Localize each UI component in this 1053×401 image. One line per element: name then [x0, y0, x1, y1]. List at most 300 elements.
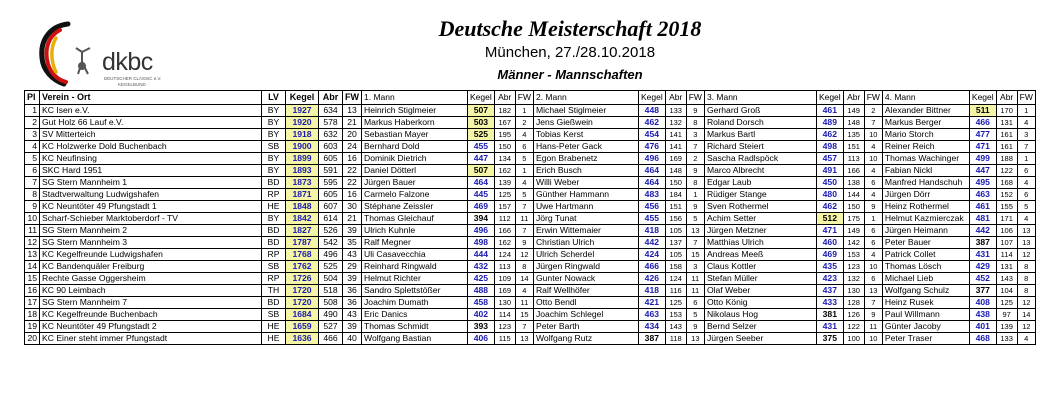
table-row [25, 201, 1036, 213]
player-clearing-cell: 125 [996, 297, 1017, 309]
player-faults-cell: 7 [1017, 141, 1035, 153]
placement-cell: 8 [25, 189, 40, 201]
club-cell: Gut Holz 66 Lauf e.V. [40, 117, 262, 129]
table-row [25, 285, 1036, 297]
team-clearing-cell: 578 [319, 117, 343, 129]
club-cell: SG Stern Mannheim 2 [40, 225, 262, 237]
player-faults-cell: 4 [1017, 333, 1035, 345]
player-faults-cell: 6 [864, 237, 882, 249]
region-cell: BD [262, 237, 286, 249]
placement-cell: 17 [25, 297, 40, 309]
player-faults-cell: 11 [686, 285, 704, 297]
player-score-cell: 435 [816, 261, 843, 273]
player-name-cell: Achim Setter [704, 213, 816, 225]
player-faults-cell: 11 [515, 213, 533, 225]
team-clearing-cell: 490 [319, 309, 343, 321]
team-total-cell: 1871 [286, 189, 319, 201]
team-total-cell: 1762 [286, 261, 319, 273]
player-score-cell: 491 [816, 165, 843, 177]
player-faults-cell: 6 [864, 273, 882, 285]
player-name-cell: Wolfgang Bastian [362, 333, 468, 345]
player-faults-cell: 12 [1017, 321, 1035, 333]
player-name-cell: Joachim Schlegel [533, 309, 638, 321]
player-faults-cell: 6 [864, 177, 882, 189]
player-faults-cell: 7 [686, 237, 704, 249]
player-faults-cell: 8 [1017, 285, 1035, 297]
player-faults-cell: 2 [686, 153, 704, 165]
player-score-cell: 418 [638, 285, 665, 297]
player-faults-cell: 8 [1017, 273, 1035, 285]
team-faults-cell: 36 [343, 285, 362, 297]
player-clearing-cell: 113 [494, 261, 515, 273]
region-cell: BY [262, 165, 286, 177]
player-name-cell: Ralf Wellhöfer [533, 285, 638, 297]
player-name-cell: Andreas Meeß [704, 249, 816, 261]
player-name-cell: Heinz Rothermel [882, 201, 969, 213]
club-cell: KC Bandenquäler Freiburg [40, 261, 262, 273]
player-faults-cell: 11 [515, 297, 533, 309]
col-abr: Abr [494, 91, 515, 105]
placement-cell: 5 [25, 153, 40, 165]
player-faults-cell: 4 [1017, 177, 1035, 189]
player-name-cell: Fabian Nickl [882, 165, 969, 177]
col-lv: LV [262, 91, 286, 105]
player-score-cell: 507 [468, 165, 495, 177]
player-faults-cell: 4 [864, 141, 882, 153]
player-faults-cell: 5 [515, 153, 533, 165]
player-score-cell: 462 [816, 201, 843, 213]
player-clearing-cell: 118 [665, 333, 686, 345]
player-faults-cell: 12 [515, 249, 533, 261]
player-score-cell: 461 [816, 105, 843, 117]
player-name-cell: Ulrich Scherdel [533, 249, 638, 261]
player-faults-cell: 10 [864, 153, 882, 165]
player-name-cell: Helmut Richter [362, 273, 468, 285]
team-clearing-cell: 605 [319, 189, 343, 201]
player-clearing-cell: 161 [996, 129, 1017, 141]
player-score-cell: 377 [969, 285, 996, 297]
placement-cell: 7 [25, 177, 40, 189]
placement-cell: 6 [25, 165, 40, 177]
player-clearing-cell: 114 [494, 309, 515, 321]
player-score-cell: 455 [638, 213, 665, 225]
player-name-cell: Claus Kottler [704, 261, 816, 273]
player-score-cell: 481 [969, 213, 996, 225]
player-score-cell: 462 [816, 129, 843, 141]
player-score-cell: 464 [468, 177, 495, 189]
player-faults-cell: 9 [686, 165, 704, 177]
player-clearing-cell: 139 [996, 321, 1017, 333]
team-total-cell: 1726 [286, 273, 319, 285]
player-name-cell: Reiner Reich [882, 141, 969, 153]
player-faults-cell: 6 [1017, 165, 1035, 177]
table-row [25, 309, 1036, 321]
team-faults-cell: 30 [343, 201, 362, 213]
player-score-cell: 480 [816, 189, 843, 201]
player-name-cell: Paul Willmann [882, 309, 969, 321]
player-clearing-cell: 152 [996, 189, 1017, 201]
player-score-cell: 454 [638, 129, 665, 141]
player-score-cell: 455 [468, 141, 495, 153]
logo-swoosh-icon [30, 18, 110, 90]
player-score-cell: 483 [638, 189, 665, 201]
player-faults-cell: 13 [515, 333, 533, 345]
team-clearing-cell: 526 [319, 225, 343, 237]
player-name-cell: Alexander Bittner [882, 105, 969, 117]
region-cell: HE [262, 333, 286, 345]
team-total-cell: 1768 [286, 249, 319, 261]
placement-cell: 2 [25, 117, 40, 129]
player-clearing-cell: 156 [665, 213, 686, 225]
player-clearing-cell: 115 [494, 333, 515, 345]
player-score-cell: 458 [468, 297, 495, 309]
player-name-cell: Olaf Weber [704, 285, 816, 297]
placement-cell: 19 [25, 321, 40, 333]
player-name-cell: Joachim Dumath [362, 297, 468, 309]
team-total-cell: 1927 [286, 105, 319, 117]
team-total-cell: 1720 [286, 285, 319, 297]
region-cell: SB [262, 141, 286, 153]
placement-cell: 12 [25, 237, 40, 249]
club-cell: KC Kegelfreunde Buchenbach [40, 309, 262, 321]
player-clearing-cell: 134 [494, 153, 515, 165]
player-clearing-cell: 135 [843, 129, 864, 141]
player-faults-cell: 7 [515, 225, 533, 237]
player-clearing-cell: 139 [494, 177, 515, 189]
player-clearing-cell: 97 [996, 309, 1017, 321]
player-faults-cell: 8 [515, 261, 533, 273]
team-total-cell: 1899 [286, 153, 319, 165]
team-total-cell: 1787 [286, 237, 319, 249]
club-cell: Stadtverwaltung Ludwigshafen [40, 189, 262, 201]
player-name-cell: Jörg Tunat [533, 213, 638, 225]
player-name-cell: Nikolaus Hog [704, 309, 816, 321]
team-total-cell: 1900 [286, 141, 319, 153]
player-score-cell: 503 [468, 117, 495, 129]
placement-cell: 15 [25, 273, 40, 285]
player-score-cell: 466 [969, 117, 996, 129]
col-mann-3: 3. Mann [704, 91, 816, 105]
player-clearing-cell: 116 [665, 285, 686, 297]
team-clearing-cell: 504 [319, 273, 343, 285]
player-score-cell: 442 [969, 225, 996, 237]
player-faults-cell: 13 [1017, 225, 1035, 237]
player-clearing-cell: 133 [665, 105, 686, 117]
team-faults-cell: 29 [343, 261, 362, 273]
club-cell: KC 90 Leimbach [40, 285, 262, 297]
player-score-cell: 499 [969, 153, 996, 165]
col-kegel: Kegel [969, 91, 996, 105]
player-clearing-cell: 149 [843, 225, 864, 237]
placement-cell: 16 [25, 285, 40, 297]
player-clearing-cell: 150 [665, 177, 686, 189]
placement-cell: 1 [25, 105, 40, 117]
player-name-cell: Markus Haberkorn [362, 117, 468, 129]
col-abr: Abr [843, 91, 864, 105]
club-cell: SV Mitterteich [40, 129, 262, 141]
team-total-cell: 1827 [286, 225, 319, 237]
player-name-cell: Stéphane Zeissler [362, 201, 468, 213]
player-name-cell: Heinz Rusek [882, 297, 969, 309]
player-clearing-cell: 130 [494, 297, 515, 309]
team-faults-cell: 24 [343, 141, 362, 153]
player-score-cell: 408 [969, 297, 996, 309]
player-name-cell: Gunter Nowack [533, 273, 638, 285]
player-clearing-cell: 171 [996, 213, 1017, 225]
player-clearing-cell: 153 [843, 249, 864, 261]
player-clearing-cell: 100 [843, 333, 864, 345]
player-clearing-cell: 123 [843, 261, 864, 273]
table-row [25, 225, 1036, 237]
player-clearing-cell: 128 [843, 297, 864, 309]
player-clearing-cell: 144 [843, 189, 864, 201]
player-clearing-cell: 161 [996, 141, 1017, 153]
player-clearing-cell: 114 [996, 249, 1017, 261]
team-clearing-cell: 542 [319, 237, 343, 249]
logo-subtext: KEGELBUND [118, 82, 146, 87]
player-clearing-cell: 126 [843, 309, 864, 321]
player-name-cell: Sven Rothermel [704, 201, 816, 213]
player-score-cell: 496 [638, 153, 665, 165]
player-faults-cell: 11 [686, 273, 704, 285]
dkbc-logo [30, 18, 170, 90]
player-name-cell: Helmut Kazmierczak [882, 213, 969, 225]
player-score-cell: 463 [969, 189, 996, 201]
player-score-cell: 447 [468, 153, 495, 165]
player-score-cell: 511 [969, 105, 996, 117]
player-faults-cell: 10 [864, 333, 882, 345]
player-clearing-cell: 132 [665, 117, 686, 129]
table-row [25, 237, 1036, 249]
table-row [25, 141, 1036, 153]
player-clearing-cell: 131 [996, 261, 1017, 273]
player-name-cell: Wolfgang Schulz [882, 285, 969, 297]
player-name-cell: Carmelo Falzone [362, 189, 468, 201]
player-score-cell: 431 [969, 249, 996, 261]
col-abr: Abr [665, 91, 686, 105]
player-score-cell: 442 [638, 237, 665, 249]
player-name-cell: Jürgen Heimann [882, 225, 969, 237]
player-name-cell: Jürgen Seeber [704, 333, 816, 345]
player-faults-cell: 15 [686, 249, 704, 261]
placement-cell: 14 [25, 261, 40, 273]
player-name-cell: Edgar Laub [704, 177, 816, 189]
col-fw: FW [343, 91, 362, 105]
player-faults-cell: 10 [864, 261, 882, 273]
team-clearing-cell: 496 [319, 249, 343, 261]
region-cell: RP [262, 249, 286, 261]
player-faults-cell: 12 [1017, 297, 1035, 309]
player-score-cell: 445 [468, 189, 495, 201]
player-name-cell: Sascha Radlspöck [704, 153, 816, 165]
player-faults-cell: 6 [686, 297, 704, 309]
player-name-cell: Daniel Dötterl [362, 165, 468, 177]
player-clearing-cell: 125 [494, 189, 515, 201]
table-row [25, 249, 1036, 261]
player-clearing-cell: 142 [843, 237, 864, 249]
player-name-cell: Jürgen Dörr [882, 189, 969, 201]
player-faults-cell: 9 [686, 321, 704, 333]
col-mann-4: 4. Mann [882, 91, 969, 105]
player-score-cell: 394 [468, 213, 495, 225]
player-score-cell: 381 [816, 309, 843, 321]
player-faults-cell: 4 [864, 165, 882, 177]
player-clearing-cell: 148 [665, 165, 686, 177]
team-faults-cell: 16 [343, 153, 362, 165]
player-clearing-cell: 157 [494, 201, 515, 213]
player-clearing-cell: 150 [843, 201, 864, 213]
player-name-cell: Stefan Müller [704, 273, 816, 285]
results-table [24, 90, 1036, 345]
team-clearing-cell: 508 [319, 297, 343, 309]
col-abr: Abr [996, 91, 1017, 105]
player-name-cell: Peter Barth [533, 321, 638, 333]
team-faults-cell: 39 [343, 273, 362, 285]
team-clearing-cell: 614 [319, 213, 343, 225]
team-total-cell: 1893 [286, 165, 319, 177]
player-score-cell: 489 [816, 117, 843, 129]
player-clearing-cell: 166 [494, 225, 515, 237]
table-row [25, 177, 1036, 189]
region-cell: BD [262, 177, 286, 189]
player-faults-cell: 9 [864, 309, 882, 321]
player-clearing-cell: 166 [843, 165, 864, 177]
player-clearing-cell: 188 [996, 153, 1017, 165]
category-title: Männer - Mannschaften [497, 67, 643, 82]
player-name-cell: Uli Casavecchia [362, 249, 468, 261]
player-faults-cell: 13 [686, 333, 704, 345]
team-clearing-cell: 591 [319, 165, 343, 177]
player-faults-cell: 3 [686, 129, 704, 141]
player-faults-cell: 4 [1017, 213, 1035, 225]
player-name-cell: Mario Storch [882, 129, 969, 141]
player-faults-cell: 9 [864, 201, 882, 213]
placement-cell: 10 [25, 213, 40, 225]
team-faults-cell: 16 [343, 189, 362, 201]
team-faults-cell: 43 [343, 309, 362, 321]
team-clearing-cell: 603 [319, 141, 343, 153]
table-row [25, 105, 1036, 117]
region-cell: TH [262, 285, 286, 297]
club-cell: KC Neuntöter 49 Pfungstadt 1 [40, 201, 262, 213]
player-clearing-cell: 143 [665, 321, 686, 333]
player-score-cell: 507 [468, 105, 495, 117]
team-faults-cell: 13 [343, 105, 362, 117]
region-cell: RP [262, 273, 286, 285]
player-score-cell: 498 [468, 237, 495, 249]
placement-cell: 13 [25, 249, 40, 261]
placement-cell: 4 [25, 141, 40, 153]
player-score-cell: 434 [638, 321, 665, 333]
player-clearing-cell: 141 [665, 129, 686, 141]
location-date: München, 27./28.10.2018 [484, 44, 656, 61]
player-name-cell: Michael Lieb [882, 273, 969, 285]
player-clearing-cell: 130 [843, 285, 864, 297]
player-faults-cell: 1 [515, 105, 533, 117]
player-clearing-cell: 155 [996, 201, 1017, 213]
player-faults-cell: 7 [864, 297, 882, 309]
player-clearing-cell: 131 [996, 117, 1017, 129]
player-score-cell: 401 [969, 321, 996, 333]
club-cell: SG Stern Mannheim 7 [40, 297, 262, 309]
team-total-cell: 1842 [286, 213, 319, 225]
player-score-cell: 512 [816, 213, 843, 225]
club-cell: KC Holzwerke Dold Buchenbach [40, 141, 262, 153]
logo-subtext: DEUTSCHER CLASSIC e.V. [104, 76, 162, 81]
col-mann-2: 2. Mann [533, 91, 638, 105]
player-faults-cell: 1 [864, 213, 882, 225]
player-clearing-cell: 122 [996, 165, 1017, 177]
region-cell: SB [262, 309, 286, 321]
player-faults-cell: 9 [686, 105, 704, 117]
player-score-cell: 488 [468, 285, 495, 297]
team-clearing-cell: 595 [319, 177, 343, 189]
player-faults-cell: 5 [686, 213, 704, 225]
region-cell: BD [262, 297, 286, 309]
club-cell: SKC Hard 1951 [40, 165, 262, 177]
player-faults-cell: 14 [515, 273, 533, 285]
team-clearing-cell: 518 [319, 285, 343, 297]
table-row [25, 117, 1036, 129]
player-name-cell: Bernhard Dold [362, 141, 468, 153]
player-name-cell: Erwin Wittemaier [533, 225, 638, 237]
team-total-cell: 1720 [286, 297, 319, 309]
player-faults-cell: 4 [1017, 117, 1035, 129]
player-faults-cell: 7 [864, 117, 882, 129]
player-name-cell: Michael Stiglmeier [533, 105, 638, 117]
player-clearing-cell: 125 [665, 297, 686, 309]
region-cell: BY [262, 117, 286, 129]
player-name-cell: Sebastian Mayer [362, 129, 468, 141]
player-name-cell: Jens Gießwein [533, 117, 638, 129]
region-cell: RP [262, 189, 286, 201]
player-score-cell: 421 [638, 297, 665, 309]
placement-cell: 3 [25, 129, 40, 141]
player-score-cell: 433 [816, 297, 843, 309]
player-faults-cell: 2 [864, 105, 882, 117]
club-cell: KC Kegelfreunde Ludwigshafen [40, 249, 262, 261]
team-clearing-cell: 525 [319, 261, 343, 273]
player-clearing-cell: 153 [665, 309, 686, 321]
region-cell: BD [262, 225, 286, 237]
col-kegel: Kegel [816, 91, 843, 105]
player-clearing-cell: 112 [494, 213, 515, 225]
player-score-cell: 471 [816, 225, 843, 237]
player-clearing-cell: 122 [843, 321, 864, 333]
player-score-cell: 463 [638, 309, 665, 321]
player-faults-cell: 5 [1017, 201, 1035, 213]
table-row [25, 129, 1036, 141]
player-score-cell: 469 [468, 201, 495, 213]
player-name-cell: Erich Busch [533, 165, 638, 177]
player-clearing-cell: 138 [843, 177, 864, 189]
player-score-cell: 461 [969, 201, 996, 213]
player-faults-cell: 7 [515, 321, 533, 333]
player-name-cell: Thomas Gleichauf [362, 213, 468, 225]
player-faults-cell: 5 [515, 189, 533, 201]
team-total-cell: 1920 [286, 117, 319, 129]
player-clearing-cell: 143 [996, 273, 1017, 285]
player-faults-cell: 8 [686, 177, 704, 189]
player-score-cell: 375 [816, 333, 843, 345]
player-name-cell: Willi Weber [533, 177, 638, 189]
player-name-cell: Wolfgang Rutz [533, 333, 638, 345]
player-faults-cell: 14 [1017, 309, 1035, 321]
table-header-row [25, 91, 1036, 105]
team-total-cell: 1848 [286, 201, 319, 213]
team-faults-cell: 22 [343, 177, 362, 189]
player-clearing-cell: 124 [665, 273, 686, 285]
